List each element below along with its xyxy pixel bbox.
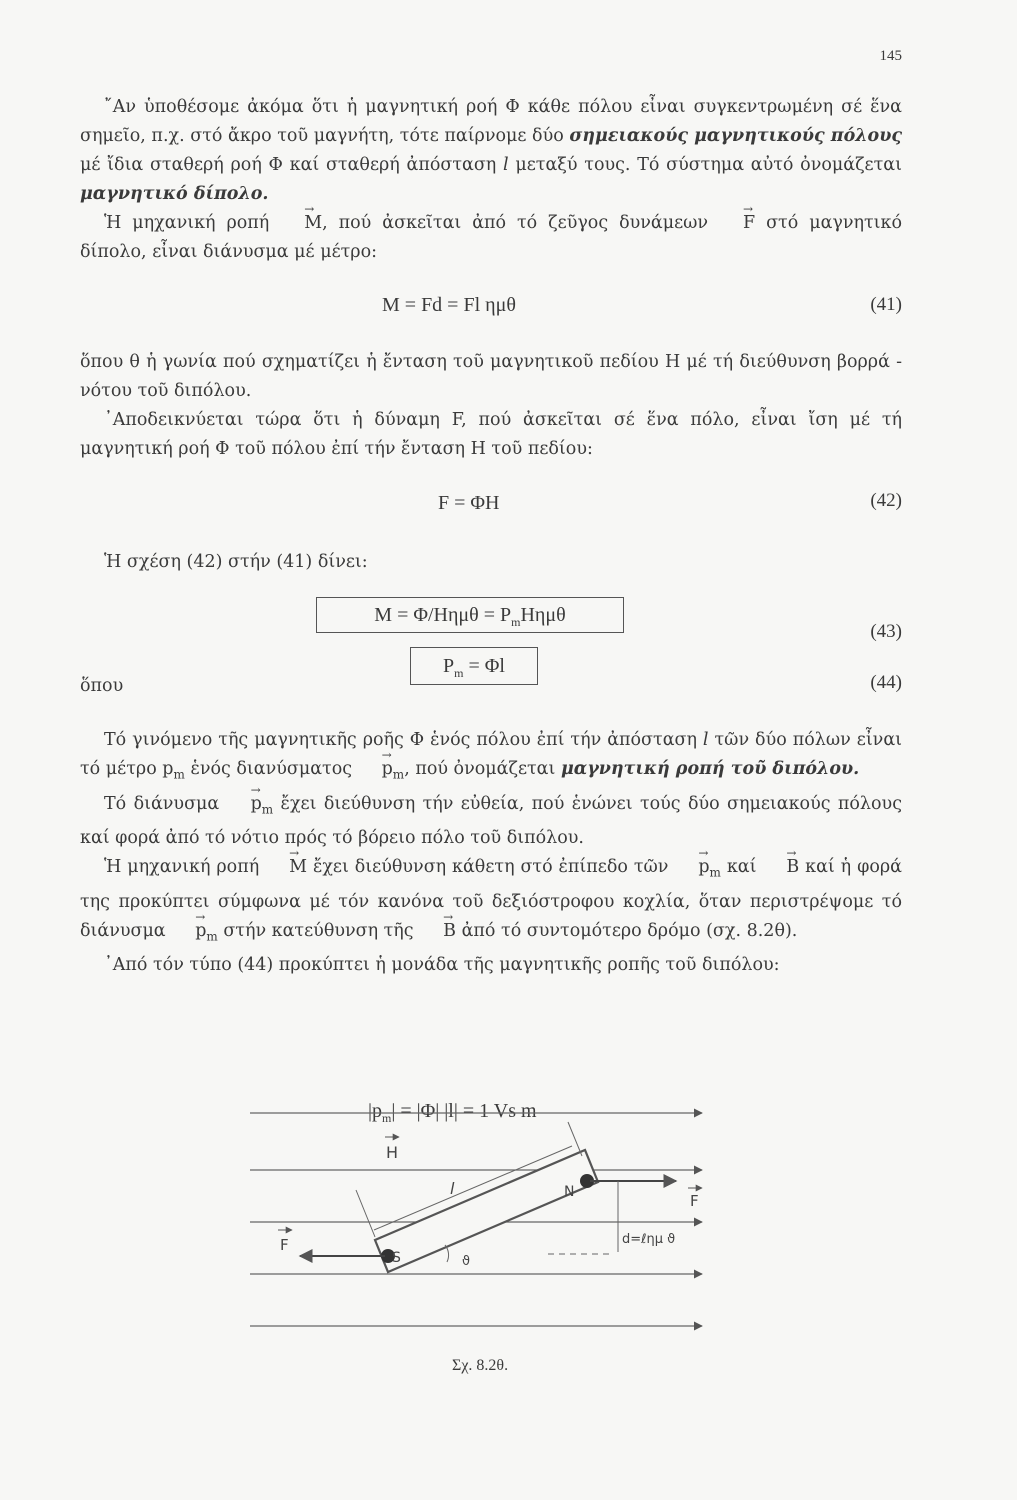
label-d: d=ℓημ ϑ [622, 1232, 676, 1247]
equation-44-box: $P_m = \Phi l$ [410, 647, 538, 685]
paragraph-torque: Ἡ μηχανική ροπή → M, πού ἀσκεῖται ἀπό τό ζεῦγος δυνάμεων → F στό μαγνητικό δίπολο, εἶναι διάνυσμα μέ μέτρο: [80, 209, 902, 267]
label-theta: ϑ [462, 1254, 471, 1269]
equation-41: M = Fd = Fl ημθ [382, 294, 516, 316]
paragraph-moment: Τό γινόμενο τῆς μαγνητικῆς ροῆς Φ ἑνός πόλου ἐπί τήν ἀπόσταση l τῶν δύο πόλων εἶναι τό μέτρο $p_m$ ἑνός $\delta\iota\alpha\nu ύ\sigma\mu\alpha\tau o\varsigma \to p_m$, πού ὀνομάζεται μαγνητική ροπή τοῦ διπόλου. [80, 726, 902, 790]
paragraph-torque-direction: Ἡ μηχανική ροπή → M ἔχει διεύθυνση κάθετη στό ἐπίπεδο τῶν → $p_m$ καί → B καί ἡ φορά της προκύπτει σύμφωνα μέ τόν κανόνα τοῦ δεξιόστροφου κοχλία, ὅταν περιστρέψομε τό $\delta\iota ά\nu\upsilon\sigma\mu\alpha \to p_m$ στήν κατεύθυνση τῆς → B ἀπό τό συντομότερο δρόμο (σχ. 8.2θ). [80, 853, 902, 951]
paragraph-relation: Ἡ σχέση (42) στήν (41) δίνει: [104, 552, 368, 572]
figure-caption: Σχ. 8.2θ. [452, 1357, 509, 1374]
label-H: H [386, 1143, 399, 1162]
label-N: N [564, 1184, 575, 1200]
equation-44-number: (44) [870, 672, 902, 693]
paragraph-opou: ὅπου [80, 676, 124, 696]
paragraph-dipole-intro: ῎Αν ὑποθέσομε ἀκόμα ὅτι ἡ μαγνητική ροή Φ κάθε πόλου εἶναι συγκεντρωμένη σέ ἕνα σημεῖο, π.χ. στό ἄκρο τοῦ μαγνήτη, τότε παίρνομε δύο σημειακούς μαγνητικούς πόλους μέ ἴδια σταθερή ροή Φ καί σταθερή ἀπόσταση l μεταξύ τους. Τό σύστημα αὐτό ὀνομάζεται μαγνητικό δίπολο. [80, 97, 903, 204]
label-S: S [392, 1250, 401, 1266]
paragraph-unit: ᾿Από τόν τύπο (44) προκύπτει ἡ μονάδα τῆς μαγνητικῆς ροπῆς τοῦ διπόλου: [104, 955, 780, 975]
paragraph-theta: ὅπου θ ἡ γωνία πού σχηματίζει ἡ ἔνταση τοῦ μαγνητικοῦ πεδίου H μέ τή διεύθυνση βορρά - νότου τοῦ διπόλου. [80, 352, 902, 401]
label-l: l [450, 1179, 455, 1198]
label-F-right: F [690, 1192, 699, 1210]
label-F-left: F [280, 1236, 289, 1254]
equation-41-number: (41) [870, 294, 902, 315]
equation-43-number: (43) [870, 621, 902, 642]
paragraph-vector-direction: Τό $\delta\iota ά\nu\upsilon\sigma\mu\alpha \to p_m$ ἔχει διεύθυνση τήν εὐθεία, πού ἑνώνει τούς δύο σημειακούς πόλους καί φορά ἀπό τό νότιο πρός τό βόρειο πόλο τοῦ διπόλου. [80, 790, 902, 854]
page-number: 145 [879, 48, 902, 64]
paragraph-force: ᾿Αποδεικνύεται τώρα ὅτι ἡ δύναμη F, πού ἀσκεῖται σέ ἕνα πόλο, εἶναι ἴση μέ τή μαγνητική ροή Φ τοῦ πόλου ἐπί τήν ἔνταση H τοῦ πεδίου: [80, 410, 902, 459]
equation-42: F = ΦH [438, 492, 500, 514]
equation-42-number: (42) [870, 490, 902, 511]
equation-43-box: $M = \Phi/H\eta\mu\theta = P_mH\eta\mu\theta$ [316, 597, 624, 633]
equation-unit: $|p_m| = |\Phi|$ |l| = 1 Vs m [368, 1100, 537, 1125]
